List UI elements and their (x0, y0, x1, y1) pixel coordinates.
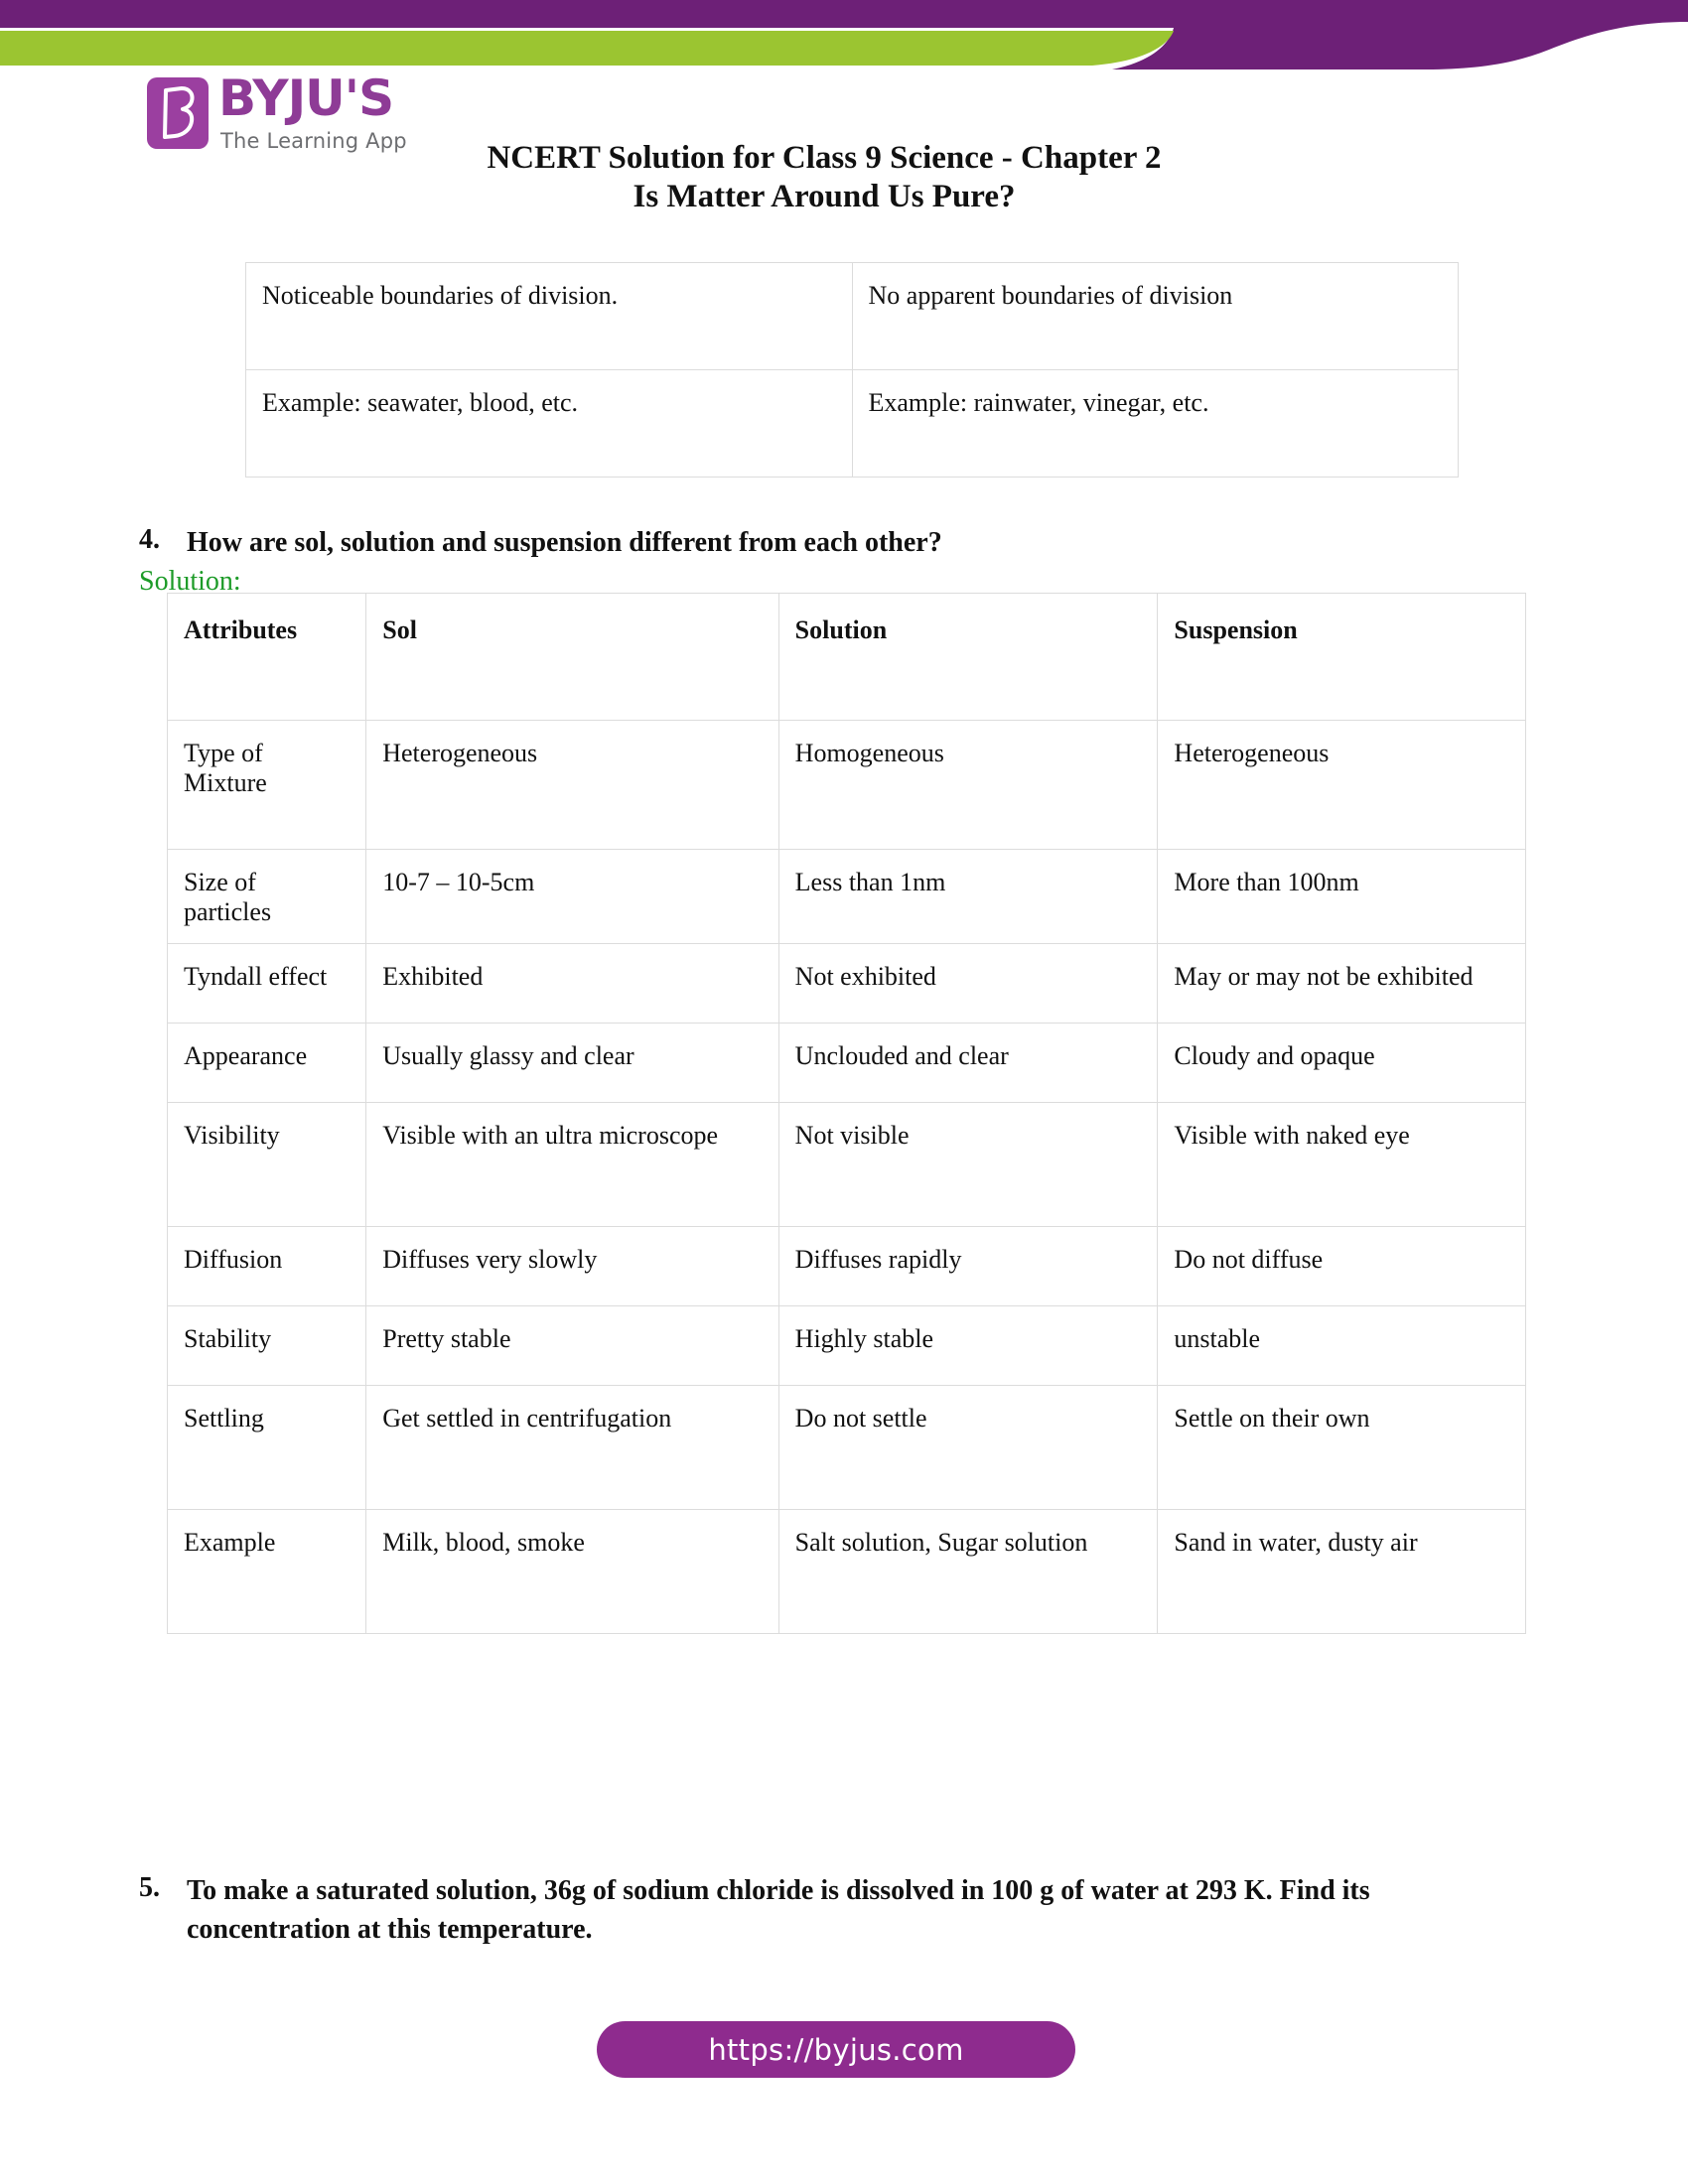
table-row-attribute: Appearance (168, 1024, 366, 1103)
table-row (246, 263, 1459, 370)
table-row-attribute: Example (168, 1510, 366, 1634)
table-row (168, 944, 1526, 1024)
table-cell: Example: seawater, blood, etc. (246, 370, 853, 478)
table-row (246, 370, 1459, 478)
table-row-attribute: Type of Mixture (168, 721, 366, 850)
byjus-tagline: The Learning App (220, 129, 407, 153)
solution-label-4: Solution: (139, 566, 241, 597)
table-top-body (246, 263, 1459, 478)
table-row-attribute: Size of particles (168, 850, 366, 944)
table-cell: Cloudy and opaque (1158, 1024, 1526, 1103)
table-cell: Settle on their own (1158, 1386, 1526, 1510)
table-row-attribute: Stability (168, 1306, 366, 1386)
table-row (168, 1103, 1526, 1227)
table-cell: Usually glassy and clear (366, 1024, 778, 1103)
sol-solution-suspension-table (167, 593, 1526, 1634)
table-cell: Example: rainwater, vinegar, etc. (852, 370, 1459, 478)
table-row-attribute: Diffusion (168, 1227, 366, 1306)
question-4 (139, 524, 1529, 563)
table-cell: Exhibited (366, 944, 778, 1024)
page-title (328, 139, 1321, 216)
table-cell: Milk, blood, smoke (366, 1510, 778, 1634)
page-title-line-1: NCERT Solution for Class 9 Science - Chapter 2 (487, 140, 1162, 176)
header-decoration-banner (0, 0, 1688, 69)
homogeneous-heterogeneous-comparison-table (245, 262, 1459, 478)
table-cell: Get settled in centrifugation (366, 1386, 778, 1510)
table-cell: Do not settle (778, 1386, 1158, 1510)
table-row (168, 721, 1526, 850)
table-cell: unstable (1158, 1306, 1526, 1386)
table-cell: No apparent boundaries of division (852, 263, 1459, 370)
table-row-attribute: Visibility (168, 1103, 366, 1227)
table-cell: Sand in water, dusty air (1158, 1510, 1526, 1634)
table-cell: Heterogeneous (366, 721, 778, 850)
table-cell: Less than 1nm (778, 850, 1158, 944)
table-row-attribute: Settling (168, 1386, 366, 1510)
question-5-number: 5. (139, 1872, 160, 1903)
table-cell: Homogeneous (778, 721, 1158, 850)
table-column-header: Solution (778, 594, 1158, 721)
byjus-url-label: https://byjus.com (708, 2032, 964, 2067)
table-cell: Noticeable boundaries of division. (246, 263, 853, 370)
table-cell: More than 100nm (1158, 850, 1526, 944)
table-cell: Diffuses rapidly (778, 1227, 1158, 1306)
page-title-line-2: Is Matter Around Us Pure? (633, 178, 1016, 214)
table-row (168, 1227, 1526, 1306)
table-cell: Pretty stable (366, 1306, 778, 1386)
table-column-header: Sol (366, 594, 778, 721)
table-header-row (168, 594, 1526, 721)
table-row (168, 1306, 1526, 1386)
table-cell: Diffuses very slowly (366, 1227, 778, 1306)
byjus-wordmark: BYJU'S (218, 69, 394, 127)
table-compare-body (168, 721, 1526, 1634)
byjus-logo-mark-icon (147, 77, 209, 149)
table-cell: Unclouded and clear (778, 1024, 1158, 1103)
table-cell: Visible with naked eye (1158, 1103, 1526, 1227)
table-cell: May or may not be exhibited (1158, 944, 1526, 1024)
table-cell: Salt solution, Sugar solution (778, 1510, 1158, 1634)
byjus-url-button[interactable] (597, 2021, 1075, 2078)
table-row (168, 1024, 1526, 1103)
table-row (168, 850, 1526, 944)
table-cell: Heterogeneous (1158, 721, 1526, 850)
table-column-header: Suspension (1158, 594, 1526, 721)
table-cell: 10-7 – 10-5cm (366, 850, 778, 944)
table-column-header: Attributes (168, 594, 366, 721)
question-5-text: To make a saturated solution, 36g of sodium chloride is dissolved in 100 g of water at 293 K. Find its concentration at this temperature. (187, 1875, 1370, 1945)
question-5 (139, 1872, 1529, 1949)
table-cell: Not exhibited (778, 944, 1158, 1024)
table-compare-head (168, 594, 1526, 721)
table-row-attribute: Tyndall effect (168, 944, 366, 1024)
question-4-number: 4. (139, 524, 160, 555)
question-4-text: How are sol, solution and suspension different from each other? (187, 527, 942, 558)
table-cell: Do not diffuse (1158, 1227, 1526, 1306)
table-cell: Highly stable (778, 1306, 1158, 1386)
table-row (168, 1510, 1526, 1634)
table-row (168, 1386, 1526, 1510)
table-cell: Not visible (778, 1103, 1158, 1227)
table-cell: Visible with an ultra microscope (366, 1103, 778, 1227)
